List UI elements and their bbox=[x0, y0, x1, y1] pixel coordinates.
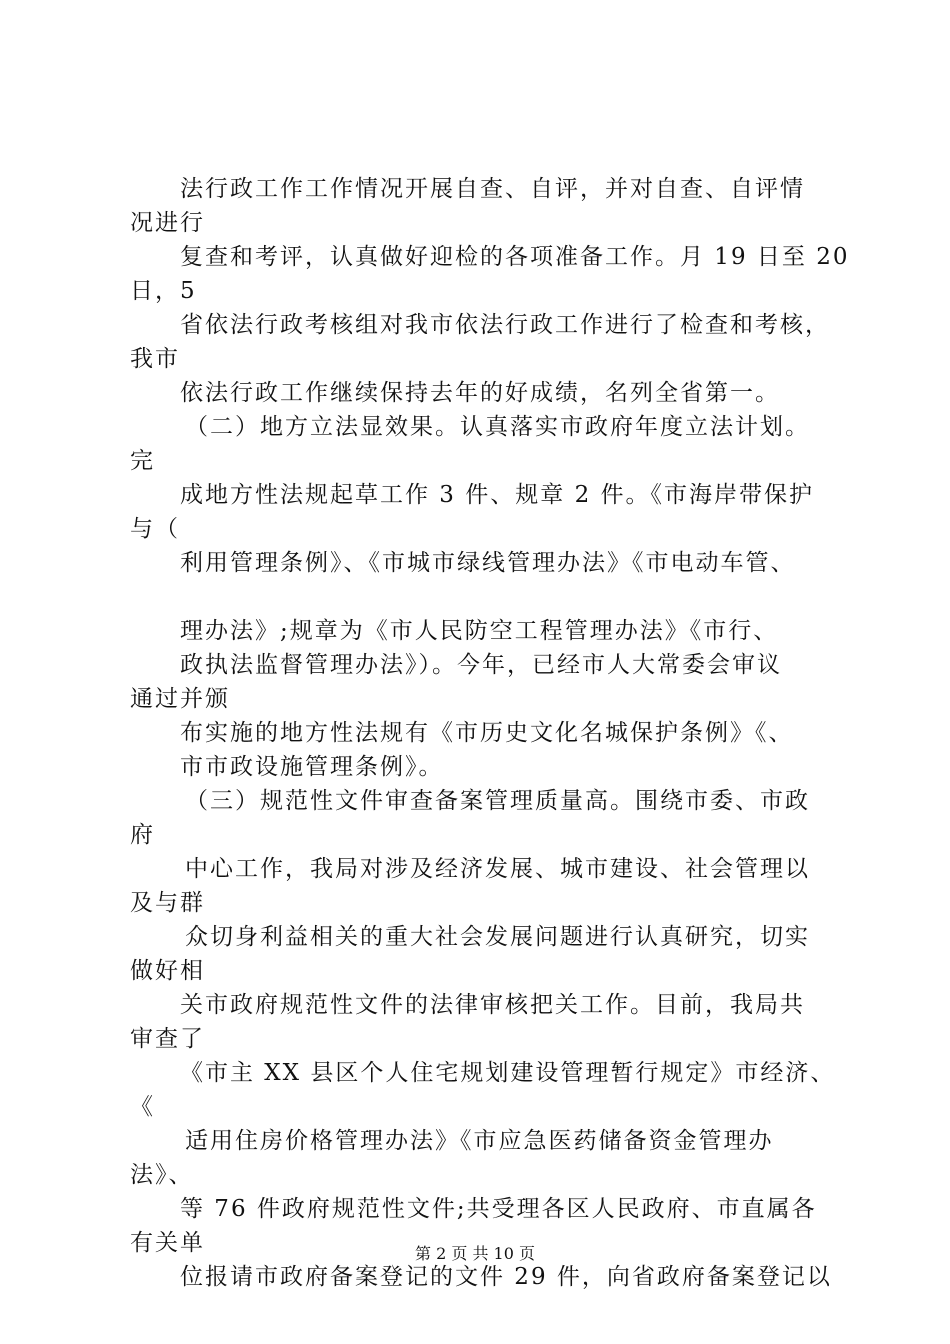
text-line: 利用管理条例》、《市城市绿线管理办法》《市电动车管、 bbox=[180, 550, 796, 576]
text-line: 复查和考评，认真做好迎检的各项准备工作。月 19 日至 20 bbox=[180, 244, 850, 270]
text-line: 成地方性法规起草工作 3 件、规章 2 件。《市海岸带保护 bbox=[180, 482, 815, 508]
text-line bbox=[130, 580, 850, 614]
text-line: 与（ bbox=[130, 516, 180, 542]
text-line: 政执法监督管理办法》）。今年，已经市人大常委会审议 bbox=[180, 652, 782, 678]
text-line: （二）地方立法显效果。认真落实市政府年度立法计划。 bbox=[185, 414, 810, 440]
text-line: 况进行 bbox=[130, 210, 205, 236]
text-line: 《市主 XX 县区个人住宅规划建设管理暂行规定》市经济、 bbox=[180, 1060, 836, 1086]
text-line: 理办法》;规章为《市人民防空工程管理办法》《市行、 bbox=[180, 618, 779, 644]
text-line: 法行政工作工作情况开展自查、自评，并对自查、自评情 bbox=[180, 176, 805, 202]
text-line: 省依法行政考核组对我市依法行政工作进行了检查和考核， bbox=[180, 312, 830, 338]
document-body bbox=[130, 172, 850, 1294]
text-line: 审查了 bbox=[130, 1026, 205, 1052]
text-line: 市市政设施管理条例》。 bbox=[180, 754, 444, 780]
text-line: 府 bbox=[130, 822, 155, 848]
text-line: 做好相 bbox=[130, 958, 205, 984]
text-line: 有关单 bbox=[130, 1230, 205, 1256]
text-line: 等 76 件政府规范性文件;共受理各区人民政府、市直属各 bbox=[180, 1196, 817, 1222]
text-line: 关市政府规范性文件的法律审核把关工作。目前，我局共 bbox=[180, 992, 805, 1018]
text-line: 依法行政工作继续保持去年的好成绩，名列全省第一。 bbox=[180, 380, 780, 406]
text-line: 日，5 bbox=[130, 278, 197, 304]
text-line: 通过并颁 bbox=[130, 686, 230, 712]
page-footer: 第 2 页 共 10 页 bbox=[415, 1244, 535, 1263]
text-line: 适用住房价格管理办法》《市应急医药储备资金管理办 bbox=[185, 1128, 774, 1154]
text-line: （三）规范性文件审查备案管理质量高。围绕市委、市政 bbox=[185, 788, 810, 814]
text-line: 布实施的地方性法规有《市历史文化名城保护条例》《、 bbox=[180, 720, 794, 746]
text-line: 完 bbox=[130, 448, 155, 474]
text-line: 我市 bbox=[130, 346, 180, 372]
text-line: 及与群 bbox=[130, 890, 205, 916]
text-line: 《 bbox=[130, 1094, 155, 1120]
text-line: 位报请市政府备案登记的文件 29 件，向省政府备案登记以 bbox=[180, 1264, 832, 1290]
text-line: 法》、 bbox=[130, 1162, 194, 1188]
text-line: 众切身利益相关的重大社会发展问题进行认真研究，切实 bbox=[185, 924, 810, 950]
text-line: 中心工作，我局对涉及经济发展、城市建设、社会管理以 bbox=[185, 856, 810, 882]
